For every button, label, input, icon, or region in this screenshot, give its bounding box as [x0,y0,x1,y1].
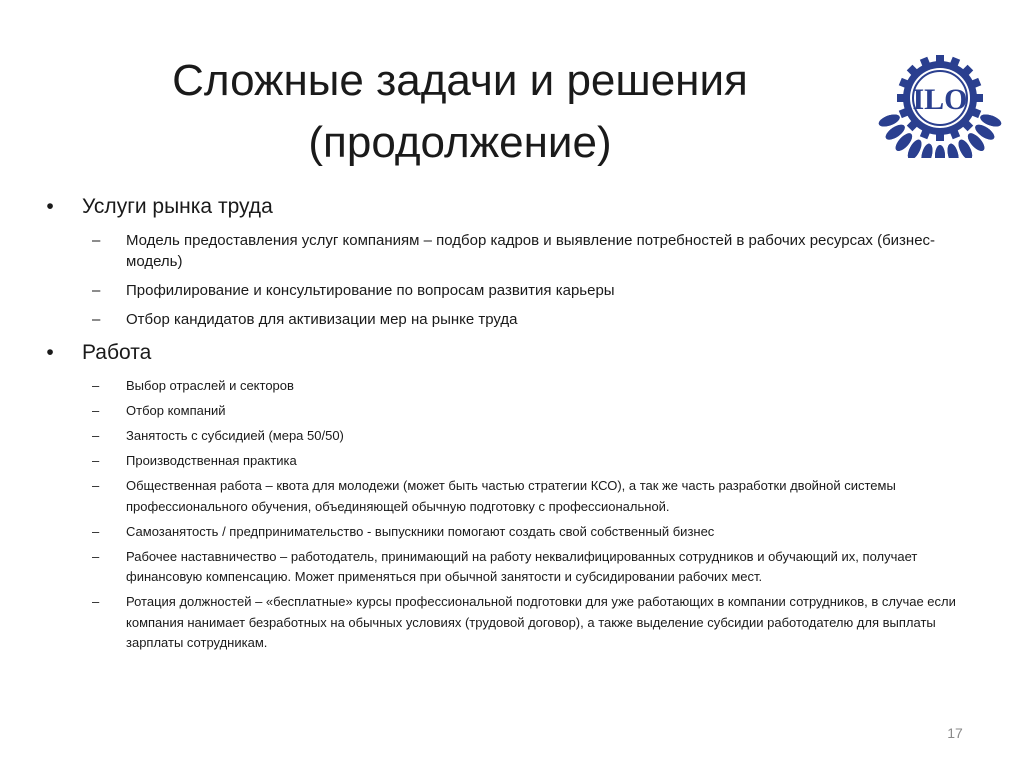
sub-item [40,451,960,472]
bullet-mark: • [46,195,54,218]
bullet-label: Услуги рынка труда [82,195,273,218]
sub-item-text: Занятость с субсидией (мера 50/50) [126,428,344,443]
bullet-label: Работа [82,341,152,364]
dash-mark: – [92,428,100,443]
sub-item [40,376,960,397]
sub-item [40,280,960,301]
dash-mark: – [92,478,100,493]
dash-mark: – [92,311,101,328]
dash-mark: – [92,403,100,418]
sub-list [40,230,960,330]
slide-body [40,192,960,658]
bullet-labor-market-services [40,192,960,222]
sub-item [40,476,960,517]
sub-item [40,522,960,543]
bullet-work [40,338,960,368]
dash-mark: – [92,548,100,564]
sub-item-text: Ротация должностей – «бесплатные» курсы профессиональной подготовки для уже работающих в компании сотрудников, в случае если компания нанимает безработных на обычных условиях (трудовой договор), а также выделение субсидии работодателю для выплаты зарплаты сотрудникам. [126,594,956,650]
ilo-lettering: ILO [912,83,968,116]
ilo-logo [872,38,1008,158]
dash-mark: – [92,594,100,609]
sub-item-text: Рабочее наставничество – работодатель, принимающий на работу неквалифицированных сотрудников и обучающий их, получает финансовую компенсацию. Может применяться при обычной занятости и субсидировании рабочих мест. [126,548,918,584]
slide-title-line-2: (продолжение) [308,118,612,167]
sub-item [40,230,960,272]
sub-item [40,401,960,422]
sub-item-text: Самозанятость / предпринимательство - выпускники помогают создать свой собственный бизнес [126,523,715,539]
bullet-mark: • [46,341,54,364]
sub-item-text: Производственная практика [126,453,297,468]
sub-item-text: Модель предоставления услуг компаниям – подбор кадров и выявление потребностей в рабочих ресурсах (бизнес-модель) [126,232,936,270]
sub-list [40,376,960,654]
sub-item-text: Выбор отраслей и секторов [126,378,294,393]
sub-item [40,426,960,447]
section-labor-market-services [40,192,960,330]
dash-mark: – [92,232,101,249]
slide-number: 17 [947,725,963,741]
slide-title [60,50,860,174]
slide-title-line-1: Сложные задачи и решения [172,56,748,105]
sub-item-text: Отбор кандидатов для активизации мер на рынке труда [126,311,518,328]
sub-item-text: Общественная работа – квота для молодежи (может быть частью стратегии КСО), а так же часть разработки двойной системы профессионального обучения, объединяющей обычную подготовку с профессиональной. [126,478,896,514]
ilo-emblem-icon [877,55,1003,158]
dash-mark: – [92,378,100,393]
sub-item [40,547,960,588]
dash-mark: – [92,282,101,299]
sub-item-text: Отбор компаний [126,403,226,418]
dash-mark: – [92,453,100,468]
sub-item-text: Профилирование и консультирование по вопросам развития карьеры [126,282,615,299]
dash-mark: – [92,523,100,539]
section-work [40,338,960,654]
sub-item [40,309,960,330]
sub-item [40,592,960,654]
